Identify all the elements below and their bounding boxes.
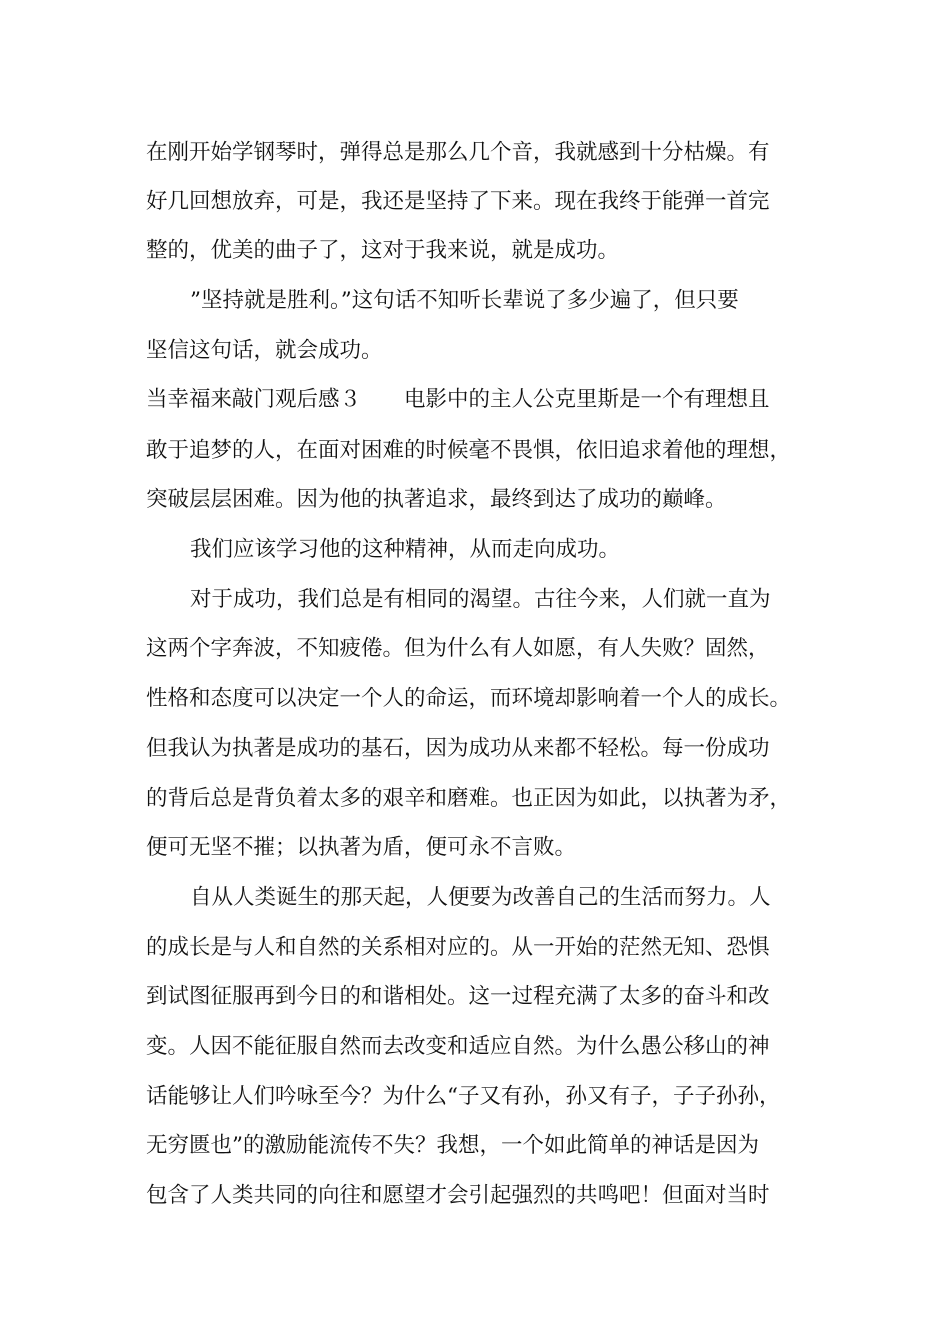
text-line: 无穷匮也”的激励能流传不失？我想，一个如此简单的神话是因为: [146, 1133, 759, 1158]
text-line: 话能够让人们吟咏至今？为什么“子又有孙，孙又有子，子子孙孙，: [146, 1084, 781, 1109]
text-line: 的背后总是背负着太多的艰辛和磨难。也正因为如此，以执著为矛，: [146, 786, 792, 811]
text-line: 但我认为执著是成功的基石，因为成功从来都不轻松。每一份成功: [146, 736, 770, 761]
text-line: 我们应该学习他的这种精神，从而走向成功。: [190, 537, 621, 562]
text-line: 的成长是与人和自然的关系相对应的。从一开始的茫然无知、恐惧: [146, 935, 770, 960]
text-line: 自从人类诞生的那天起，人便要为改善自己的生活而努力。人: [190, 885, 771, 910]
text-line: 好几回想放弃，可是，我还是坚持了下来。现在我终于能弹一首完: [146, 189, 770, 214]
text-line: 坚信这句话，就会成功。: [146, 338, 383, 363]
text-line: 敢于追梦的人，在面对困难的时候毫不畏惧，依旧追求着他的理想，: [146, 438, 792, 463]
text-line: 包含了人类共同的向往和愿望才会引起强烈的共鸣吧！但面对当时: [146, 1183, 770, 1208]
text-line: 性格和态度可以决定一个人的命运，而环境却影响着一个人的成长。: [146, 686, 792, 711]
text-line: 突破层层困难。因为他的执著追求，最终到达了成功的巅峰。: [146, 487, 727, 512]
text-line: ”坚持就是胜利。”这句话不知听长辈说了多少遍了，但只要: [190, 288, 739, 313]
text-line: 对于成功，我们总是有相同的渴望。古往今来，人们就一直为: [190, 587, 771, 612]
text-line: 便可无坚不摧；以执著为盾，便可永不言败。: [146, 835, 577, 860]
text-line: 变。人因不能征服自然而去改变和适应自然。为什么愚公移山的神: [146, 1034, 770, 1059]
text-line: 在刚开始学钢琴时，弹得总是那么几个音，我就感到十分枯燥。有: [146, 140, 770, 165]
text-line: 这两个字奔波，不知疲倦。但为什么有人如愿，有人失败？固然，: [146, 636, 770, 661]
text-line: 整的，优美的曲子了，这对于我来说，就是成功。: [146, 238, 620, 263]
section-heading-line: 当幸福来敲门观后感３ 电影中的主人公克里斯是一个有理想且: [146, 387, 770, 412]
text-line: 到试图征服再到今日的和谐相处。这一过程充满了太多的奋斗和改: [146, 984, 770, 1009]
